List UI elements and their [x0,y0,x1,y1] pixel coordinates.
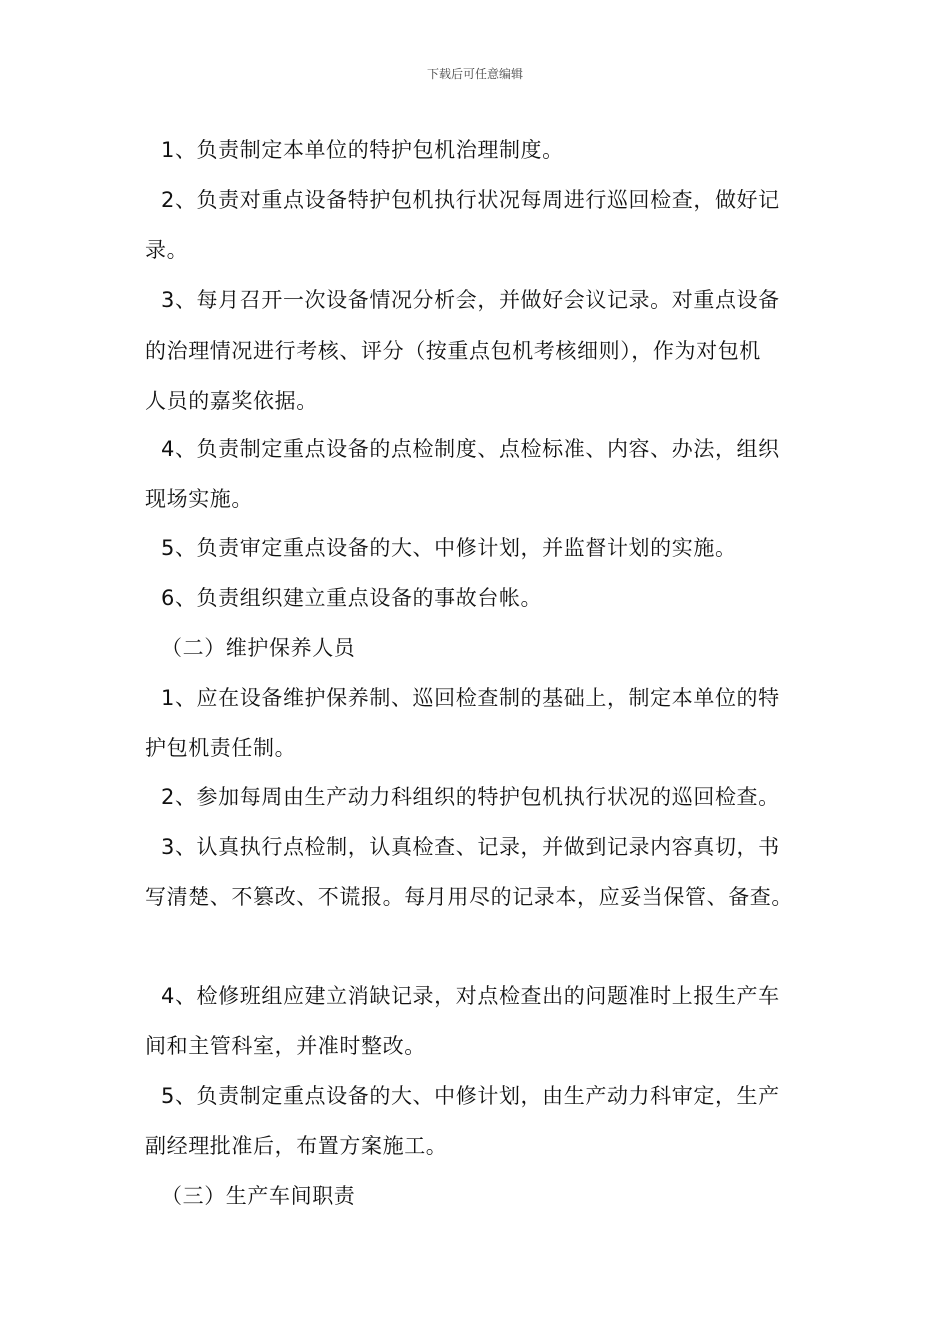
paragraph-line: 2、负责对重点设备特护包机执行状况每周进行巡回检查，做好记 [161,188,780,212]
section-heading: （三）生产车间职责 [161,1184,356,1208]
paragraph-line: 6、负责组织建立重点设备的事故台帐。 [161,586,543,610]
paragraph-line: 5、负责制定重点设备的大、中修计划，由生产动力科审定，生产 [161,1084,780,1108]
paragraph-line: 副经理批准后，布置方案施工。 [145,1134,448,1158]
paragraph-line: 的治理情况进行考核、评分（按重点包机考核细则），作为对包机 [145,339,761,363]
paragraph-line: 写清楚、不篡改、不谎报。每月用尽的记录本，应妥当保管、备查。 [145,885,793,909]
paragraph-line: 4、负责制定重点设备的点检制度、点检标准、内容、办法，组织 [161,437,780,461]
paragraph-line: 2、参加每周由生产动力科组织的特护包机执行状况的巡回检查。 [161,785,780,809]
paragraph-line: 3、认真执行点检制，认真检查、记录，并做到记录内容真切，书 [161,835,780,859]
paragraph-line: 现场实施。 [145,487,253,511]
paragraph-line: 4、检修班组应建立消缺记录，对点检查出的问题准时上报生产车 [161,984,780,1008]
paragraph-line: 1、应在设备维护保养制、巡回检查制的基础上，制定本单位的特 [161,686,780,710]
paragraph-line: 人员的嘉奖依据。 [145,389,318,413]
paragraph-line: 录。 [145,238,189,262]
paragraph-line: 3、每月召开一次设备情况分析会，并做好会议记录。对重点设备 [161,288,780,312]
page-header: 下载后可任意编辑 [426,67,523,81]
paragraph-line: 1、负责制定本单位的特护包机治理制度。 [161,138,564,162]
paragraph-line: 护包机责任制。 [145,736,297,760]
paragraph-line: 间和主管科室，并准时整改。 [145,1034,426,1058]
paragraph-line: 5、负责审定重点设备的大、中修计划，并监督计划的实施。 [161,536,737,560]
section-heading: （二）维护保养人员 [161,636,356,660]
